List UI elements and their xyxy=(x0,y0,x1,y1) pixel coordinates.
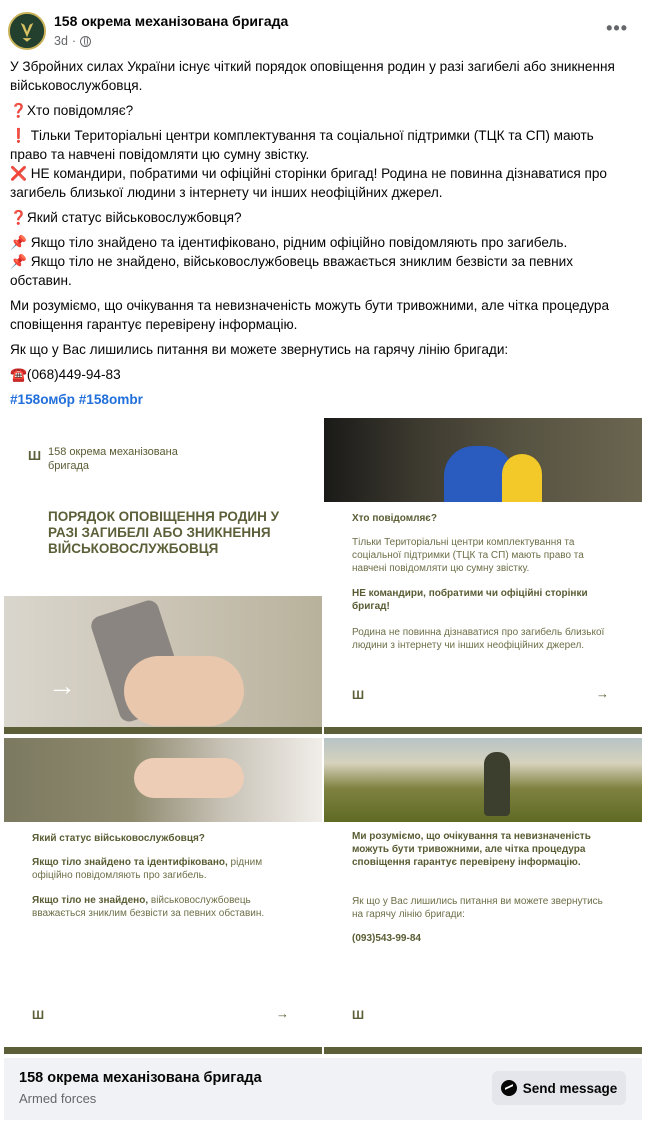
tile-bar xyxy=(324,727,642,734)
tile-title: ПОРЯДОК ОПОВІЩЕННЯ РОДИН У РАЗІ ЗАГИБЕЛІ АБО ЗНИКНЕННЯ ВІЙСЬКОВОСЛУЖБОВЦЯ xyxy=(48,509,279,556)
trident-icon: Ш xyxy=(28,448,42,463)
tile-paragraph: Родина не повинна дізнаватися про загибель близької людини з інтернету чи інших неофіційних джерел. xyxy=(352,627,605,651)
post-text xyxy=(10,57,630,415)
arrow-right-icon: → xyxy=(276,1006,289,1021)
post-paragraph: Як що у Вас лишились питання ви можете звернутись на гарячу лінію бригади: xyxy=(10,342,509,357)
avatar[interactable] xyxy=(8,12,46,50)
soldier-shape xyxy=(484,752,510,816)
tile-bar xyxy=(4,1047,322,1054)
arrow-right-icon: → xyxy=(596,686,609,701)
image-tile-3[interactable] xyxy=(4,738,322,1054)
brand-name: 158 окрема механізована бригада xyxy=(48,446,178,472)
phone-hands-photo xyxy=(4,596,322,734)
post-meta: 3d · xyxy=(54,34,91,48)
more-options-button[interactable]: ••• xyxy=(606,18,628,38)
post-paragraph: Ми розуміємо, що очікування та невизначеність можуть бути тривожними, але чітка процедура сповіщення гарантує перевірену інформацію. xyxy=(10,298,610,332)
post-paragraph: ❌ НЕ командири, побратими чи офіційні сторінки бригад! Родина не повинна дізнаватися про загибель близької людини з інтернету чи інших неофіційних джерел. xyxy=(10,166,607,200)
post-question: ❓Хто повідомляє? xyxy=(10,103,134,118)
messenger-icon xyxy=(501,1080,517,1096)
hashtags-link[interactable]: #158омбр #158ombr xyxy=(10,392,143,407)
tile-phone: (093)543-99-84 xyxy=(352,933,421,944)
trident-icon: Ш xyxy=(352,1008,365,1022)
page-footer xyxy=(4,1058,642,1120)
footer-category: Armed forces xyxy=(19,1091,97,1106)
post-phone: ☎️(068)449-94-83 xyxy=(10,367,121,382)
tile-paragraph: Тільки Територіальні центри комплектування та соціальної підтримки (ТЦК та СП) мають право та навчені повідомляти цю сумну звістку. xyxy=(352,537,584,574)
tile-paragraph: Як що у Вас лишились питання ви можете звернутись на гарячу лінію бригади: xyxy=(352,896,603,920)
image-tile-1[interactable] xyxy=(4,418,322,734)
tile-paragraph: Якщо тіло знайдено та ідентифіковано, рідним офіційно повідомляють про загибель. xyxy=(32,857,263,881)
hand-shape xyxy=(124,656,244,726)
trident-icon: Ш xyxy=(352,688,365,702)
tile-heading: Який статус військовослужбовця? xyxy=(32,833,205,844)
image-tile-4[interactable] xyxy=(324,738,642,1054)
image-grid xyxy=(4,418,642,1056)
post-time[interactable]: 3d xyxy=(54,34,68,48)
post-paragraph: 📌 Якщо тіло не знайдено, військовослужбовець вважається зниклим безвісти за певних обставин. xyxy=(10,254,574,288)
post-paragraph: 📌 Якщо тіло знайдено та ідентифіковано, рідним офіційно повідомляють про загибель. xyxy=(10,235,568,250)
arrow-right-icon: → xyxy=(48,670,76,701)
tile-heading: Хто повідомляє? xyxy=(352,513,437,524)
trident-icon: Ш xyxy=(32,1008,45,1022)
tile-paragraph: Якщо тіло не знайдено, військовослужбовець вважається зниклим безвісти за певних обставин. xyxy=(32,895,265,919)
tile-bold: НЕ командири, побратими чи офіційні сторінки бригад! xyxy=(352,588,588,612)
post-header xyxy=(8,10,638,54)
send-message-button[interactable] xyxy=(492,1071,626,1105)
tile-bar xyxy=(324,1047,642,1054)
tile-bar xyxy=(4,727,322,734)
flag-photo xyxy=(324,418,642,502)
globe-icon xyxy=(80,36,91,47)
image-tile-2[interactable] xyxy=(324,418,642,734)
hands-photo xyxy=(4,738,322,822)
field-photo xyxy=(324,738,642,822)
tile-bold: Ми розуміємо, що очікування та невизначеність можуть бути тривожними, але чітка процедура сповіщення гарантує перевірену інформацію. xyxy=(352,831,591,868)
post-paragraph: У Збройних силах України існує чіткий порядок оповіщення родин у разі загибелі або зникнення військовослужбовця. xyxy=(10,59,615,93)
page-name-link[interactable]: 158 окрема механізована бригада xyxy=(54,13,289,29)
post-paragraph: ❗ Тільки Територіальні центри комплектування та соціальної підтримки (ТЦК та СП) мають право та навчені повідомляти цю сумну звістку. xyxy=(10,128,594,162)
hand-shape xyxy=(134,758,244,798)
send-message-label: Send message xyxy=(522,1080,618,1096)
footer-page-name[interactable]: 158 окрема механізована бригада xyxy=(19,1070,262,1086)
brigade-emblem-icon xyxy=(10,14,44,48)
flag-yellow-shape xyxy=(502,454,542,502)
post-question: ❓Який статус військовослужбовця? xyxy=(10,210,242,225)
